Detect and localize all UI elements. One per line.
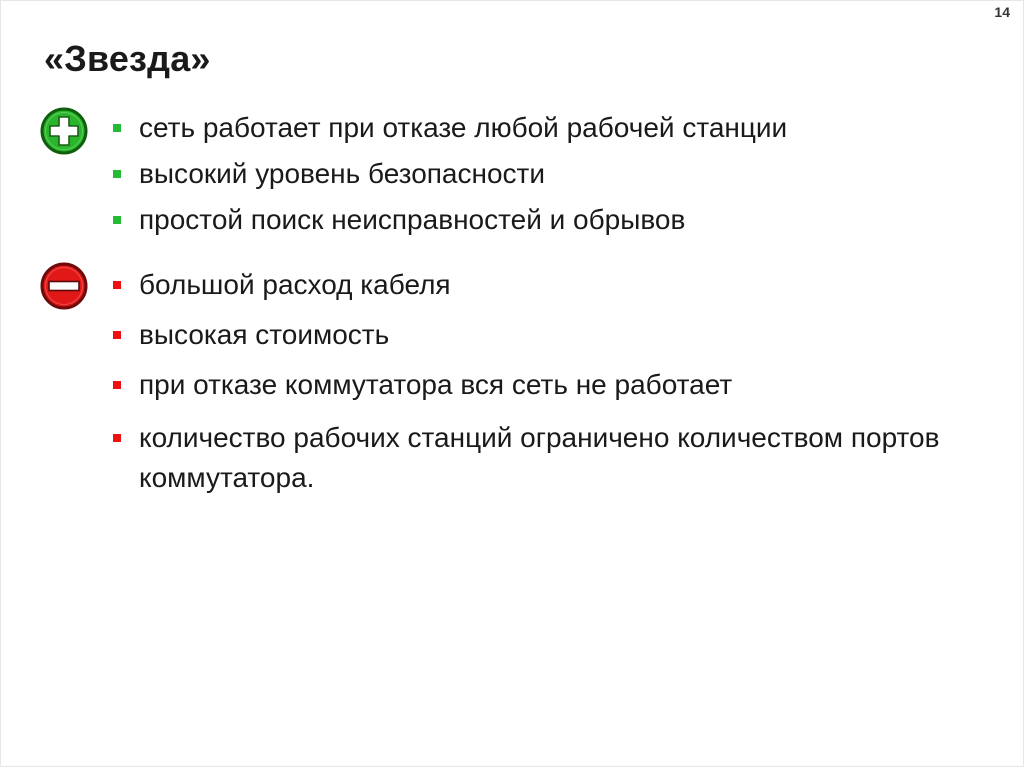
minus-icon [40, 262, 88, 310]
list-item-text: большой расход кабеля [139, 269, 451, 300]
list-item-text: сеть работает при отказе любой рабочей станции [139, 112, 788, 143]
pros-list [110, 107, 990, 249]
plus-icon [40, 107, 88, 155]
bullet-marker [113, 216, 121, 224]
bullet-marker [113, 331, 121, 339]
list-item [110, 203, 990, 237]
list-item [110, 268, 990, 302]
slide-title: «Звезда» [44, 38, 211, 79]
list-item-text: высокая стоимость [139, 319, 390, 350]
list-item-text: при отказе коммутатора вся сеть не работает [139, 369, 733, 400]
list-item-text: высокий уровень безопасности [139, 158, 545, 189]
list-item-text: количество рабочих станций ограничено количеством портов коммутатора. [139, 422, 940, 493]
cons-list [110, 260, 990, 514]
bullet-marker [113, 381, 121, 389]
bullet-marker [113, 434, 121, 442]
slide-number: 14 [994, 4, 1010, 20]
list-item [110, 418, 990, 498]
list-item [110, 157, 990, 191]
bullet-marker [113, 124, 121, 132]
bullet-marker [113, 281, 121, 289]
list-item-text: простой поиск неисправностей и обрывов [139, 204, 686, 235]
list-item [110, 318, 990, 352]
list-item [110, 111, 990, 145]
bullet-marker [113, 170, 121, 178]
list-item [110, 368, 990, 402]
